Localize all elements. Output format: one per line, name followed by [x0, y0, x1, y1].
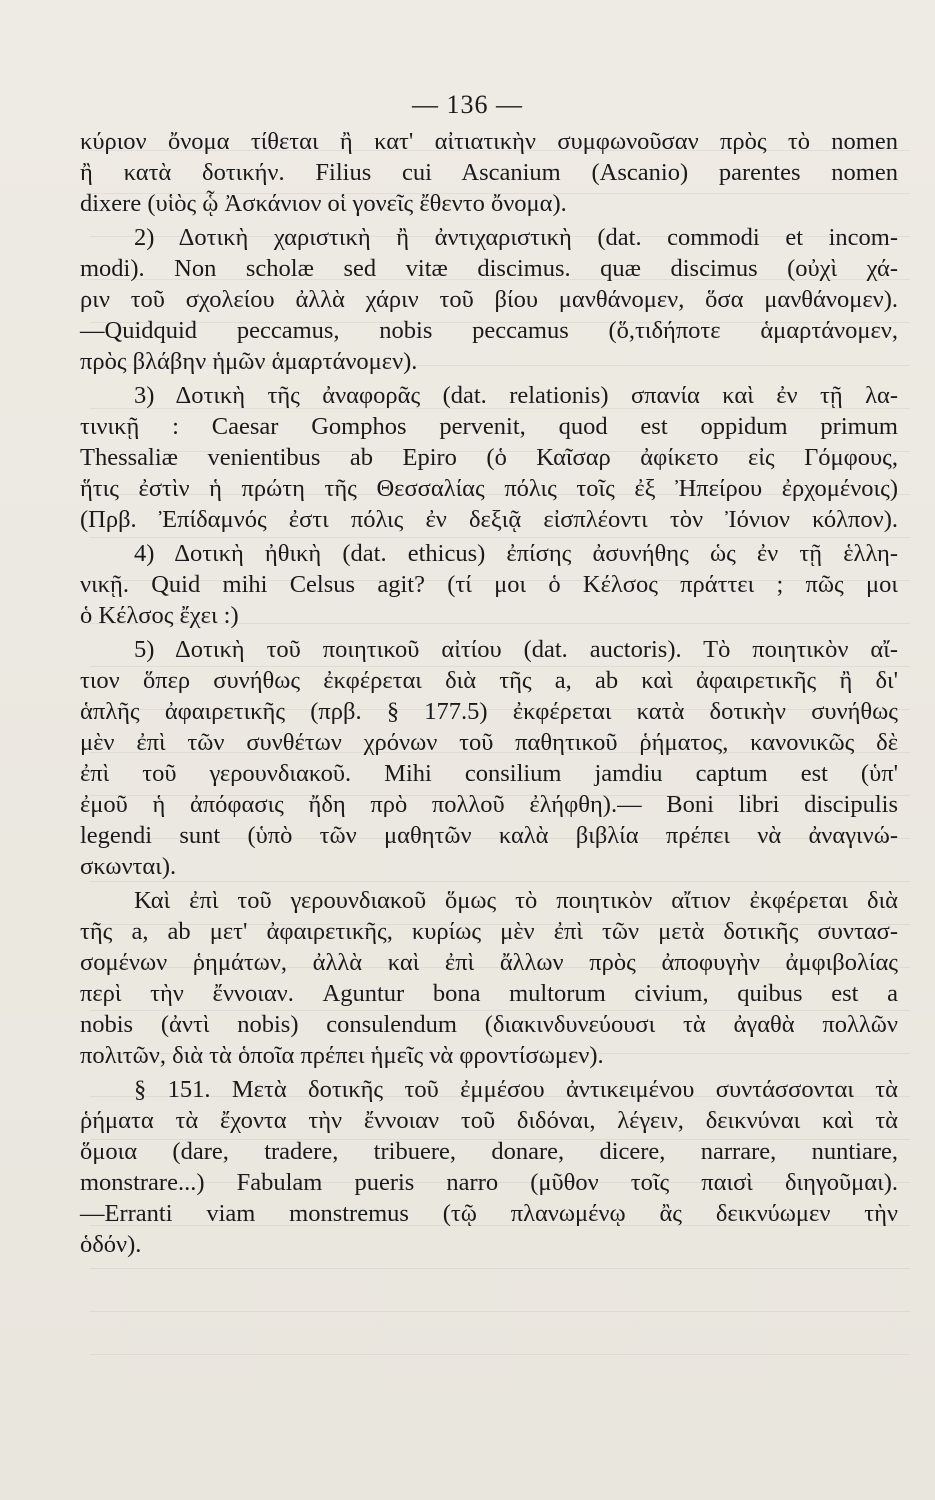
text-line: legendi sunt (ὑπὸ τῶν μαθητῶν καλὰ βιβλία πρέπει νὰ ἀναγινώ-: [80, 822, 898, 849]
text-line: (Πρβ. Ἐπίδαμνός ἐστι πόλις ἐν δεξιᾷ εἰσπλέοντι τὸν Ἰόνιον κόλπον).: [80, 506, 898, 533]
text-line: ὁ Κέλσος ἔχει :): [80, 602, 239, 629]
paragraph-2-start: 2) Δοτικὴ χαριστικὴ ἢ ἀντιχαριστικὴ (dat. commodi et incom-: [134, 224, 898, 251]
text-line: τιον ὅπερ συνήθως ἐκφέρεται διὰ τῆς a, ab καὶ ἀφαιρετικῆς ἢ δι': [80, 667, 898, 694]
text-line: μὲν ἐπὶ τῶν συνθέτων χρόνων τοῦ παθητικοῦ ῥήματος, κανονικῶς δὲ: [80, 729, 898, 756]
text-line: τῆς a, ab μετ' ἀφαιρετικῆς, κυρίως μὲν ἐπὶ τῶν μετὰ δοτικῆς συντασ-: [80, 918, 898, 945]
text-line: ἐπὶ τοῦ γερουνδιακοῦ. Mihi consilium jamdiu captum est (ὑπ': [80, 760, 898, 787]
text-line: monstrare...) Fabulam pueris narro (μῦθον τοῖς παισὶ διηγοῦμαι).: [80, 1169, 898, 1196]
text-line: κύριον ὄνομα τίθεται ἢ κατ' αἰτιατικὴν συμφωνοῦσαν πρὸς τὸ nomen: [80, 128, 898, 155]
text-line: ἥτις ἐστὶν ἡ πρώτη τῆς Θεσσαλίας πόλις τοῖς ἐξ Ἠπείρου ἐρχομένοις): [80, 475, 898, 502]
text-line: dixere (υἱὸς ᾧ Ἀσκάνιον οἱ γονεῖς ἔθεντο ὄνομα).: [80, 190, 567, 217]
paragraph-6-start: Καὶ ἐπὶ τοῦ γερουνδιακοῦ ὅμως τὸ ποιητικὸν αἴτιον ἐκφέρεται διὰ: [134, 887, 898, 914]
text-line: ἢ κατὰ δοτικήν. Filius cui Ascanium (Ascanio) parentes nomen: [80, 159, 898, 186]
text-line: τινικῇ : Caesar Gomphos pervenit, quod est oppidum primum: [80, 413, 898, 440]
page-number: — 136 —: [412, 90, 523, 119]
body-text: [80, 126, 898, 1260]
paragraph-3-start: 3) Δοτικὴ τῆς ἀναφορᾶς (dat. relationis) σπανία καὶ ἐν τῇ λα-: [134, 382, 898, 409]
text-line: Thessaliæ venientibus ab Epiro (ὁ Καῖσαρ ἀφίκετο εἰς Γόμφους,: [80, 444, 898, 471]
text-line: ἁπλῆς ἀφαιρετικῆς (πρβ. § 177.5) ἐκφέρεται κατὰ δοτικὴν συνήθως: [80, 698, 898, 725]
paragraph-4-start: 4) Δοτικὴ ἠθικὴ (dat. ethicus) ἐπίσης ἀσυνήθης ὡς ἐν τῇ ἑλλη-: [134, 540, 898, 567]
text-line: σκωνται).: [80, 853, 177, 880]
text-line: ῥήματα τὰ ἔχοντα τὴν ἔννοιαν τοῦ διδόναι, λέγειν, δεικνύναι καὶ τὰ: [80, 1107, 898, 1134]
text-line: modi). Non scholæ sed vitæ discimus. quæ discimus (οὐχὶ χά-: [80, 255, 898, 282]
text-line: πολιτῶν, διὰ τὰ ὁποῖα πρέπει ἡμεῖς νὰ φροντίσωμεν).: [80, 1042, 604, 1069]
text-line: περὶ τὴν ἔννοιαν. Aguntur bona multorum civium, quibus est a: [80, 980, 898, 1007]
text-line: σομένων ῥημάτων, ἀλλὰ καὶ ἐπὶ ἄλλων πρὸς ἀποφυγὴν ἀμφιβολίας: [80, 949, 898, 976]
text-line: νικῇ. Quid mihi Celsus agit? (τί μοι ὁ Κέλσος πράττει ; πῶς μοι: [80, 571, 898, 598]
text-line: ὁδόν).: [80, 1231, 142, 1258]
text-line: —Erranti viam monstremus (τῷ πλανωμένῳ ἂς δεικνύωμεν τὴν: [80, 1200, 898, 1227]
text-line: —Quidquid peccamus, nobis peccamus (ὅ,τιδήποτε ἁμαρτάνομεν,: [80, 317, 898, 344]
text-line: πρὸς βλάβην ἡμῶν ἁμαρτάνομεν).: [80, 348, 418, 375]
section-151-start: § 151. Μετὰ δοτικῆς τοῦ ἐμμέσου ἀντικειμένου συντάσσονται τὰ: [134, 1076, 898, 1103]
text-line: ἐμοῦ ἡ ἀπόφασις ἤδη πρὸ πολλοῦ ἐλήφθη).— Boni libri discipulis: [80, 791, 898, 818]
text-line: nobis (ἀντὶ nobis) consulendum (διακινδυνεύουσι τὰ ἀγαθὰ πολλῶν: [80, 1011, 898, 1038]
text-line: ὅμοια (dare, tradere, tribuere, donare, dicere, narrare, nuntiare,: [80, 1138, 898, 1165]
paragraph-5-start: 5) Δοτικὴ τοῦ ποιητικοῦ αἰτίου (dat. auctoris). Τὸ ποιητικὸν αἴ-: [134, 636, 898, 663]
text-line: ριν τοῦ σχολείου ἀλλὰ χάριν τοῦ βίου μανθάνομεν, ὅσα μανθάνομεν).: [80, 286, 898, 313]
